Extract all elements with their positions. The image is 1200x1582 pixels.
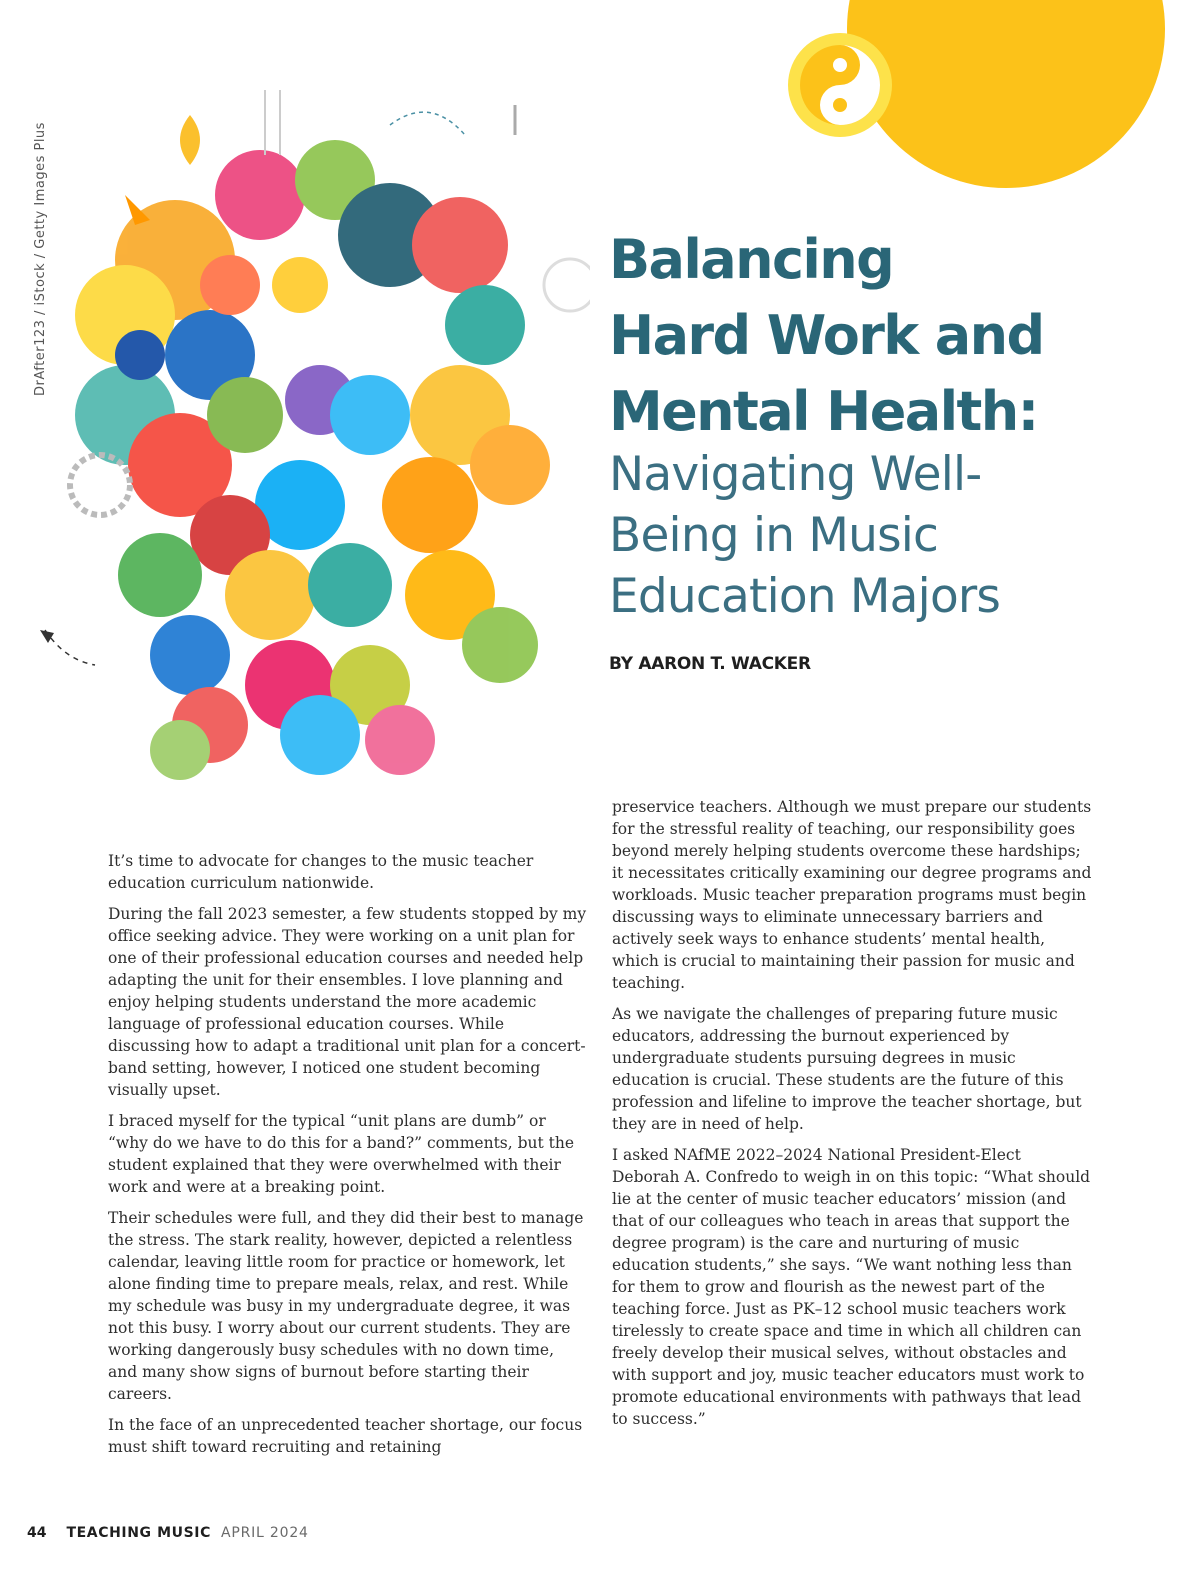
subtitle-line-3: Education Majors — [609, 569, 1001, 624]
page-footer — [27, 1525, 309, 1541]
article-title — [609, 222, 1044, 450]
paragraph: I braced myself for the typical “unit plans are dumb” or “why do we have to do this for a band?” comments, but the student explained that they were overwhelmed with their work and were at a breaking point. — [108, 1112, 575, 1196]
subtitle-line-2: Being in Music — [609, 508, 939, 563]
paragraph: As we navigate the challenges of preparing future music educators, addressing the burnout experienced by undergraduate students pursuing degrees in music education is crucial. These students are the future of this profession and lifeline to improve the teacher shortage, but they are in need of help. — [612, 1005, 1082, 1133]
paragraph: I asked NAfME 2022–2024 National President-Elect Deborah A. Confredo to weigh in on this topic: “What should lie at the center of music teacher educators’ mission (and that of our colleagues who teach in areas that support the degree program) is the care and nurturing of music education students,” she says. “We want nothing less than for them to grow and flourish as the newest part of the teaching force. Just as PK–12 school music teachers work tirelessly to create space and time in which all children can freely develop their musical selves, without obstacles and with support and joy, music teacher educators must work to promote educational environments with pathways that lead to success.” — [612, 1146, 1091, 1428]
issue-date: APRIL 2024 — [220, 1525, 309, 1541]
title-line-2: Hard Work and — [609, 304, 1044, 367]
body-column-1 — [108, 850, 588, 1467]
byline: BY AARON T. WACKER — [609, 654, 811, 674]
paragraph: During the fall 2023 semester, a few students stopped by my office seeking advice. They were working on a unit plan for one of their professional education courses and needed help adapting the unit for their ensembles. I love planning and enjoy helping students understand the more academic language of professional education courses. While discussing how to adapt a traditional unit plan for a concert-band setting, however, I noticed one student becoming visually upset. — [108, 905, 587, 1099]
paragraph: Their schedules were full, and they did their best to manage the stress. The stark reality, however, depicted a relentless calendar, leaving little room for practice or homework, let alone finding time to prepare meals, relax, and rest. While my schedule was busy in my undergraduate degree, it was not this busy. I worry about our current students. They are working dangerously busy schedules with no down time, and many show signs of burnout before starting their careers. — [108, 1209, 584, 1403]
article-subtitle — [609, 444, 1000, 627]
title-line-3: Mental Health: — [609, 380, 1038, 443]
paragraph: preservice teachers. Although we must prepare our students for the stressful reality of teaching, our responsibility goes beyond merely helping students overcome these hardships; it necessitates critically examining our degree programs and workloads. Music teacher preparation programs must begin discussing ways to eliminate unnecessary barriers and actively seek ways to enhance students’ mental health, which is crucial to maintaining their passion for music and teaching. — [612, 798, 1092, 992]
photo-credit: DrAfter123 / iStock / Getty Images Plus — [33, 122, 48, 396]
body-column-2 — [612, 796, 1092, 1439]
page-number: 44 — [27, 1525, 47, 1541]
yin-yang-icon — [785, 30, 895, 140]
paragraph: It’s time to advocate for changes to the music teacher education curriculum nationwide. — [108, 852, 534, 892]
colorful-head-collage-icon — [30, 85, 590, 790]
title-line-1: Balancing — [609, 228, 894, 291]
paragraph: In the face of an unprecedented teacher shortage, our focus must shift toward recruiting and retaining — [108, 1416, 583, 1456]
publication-name: TEACHING MUSIC — [66, 1525, 211, 1541]
subtitle-line-1: Navigating Well- — [609, 447, 982, 502]
